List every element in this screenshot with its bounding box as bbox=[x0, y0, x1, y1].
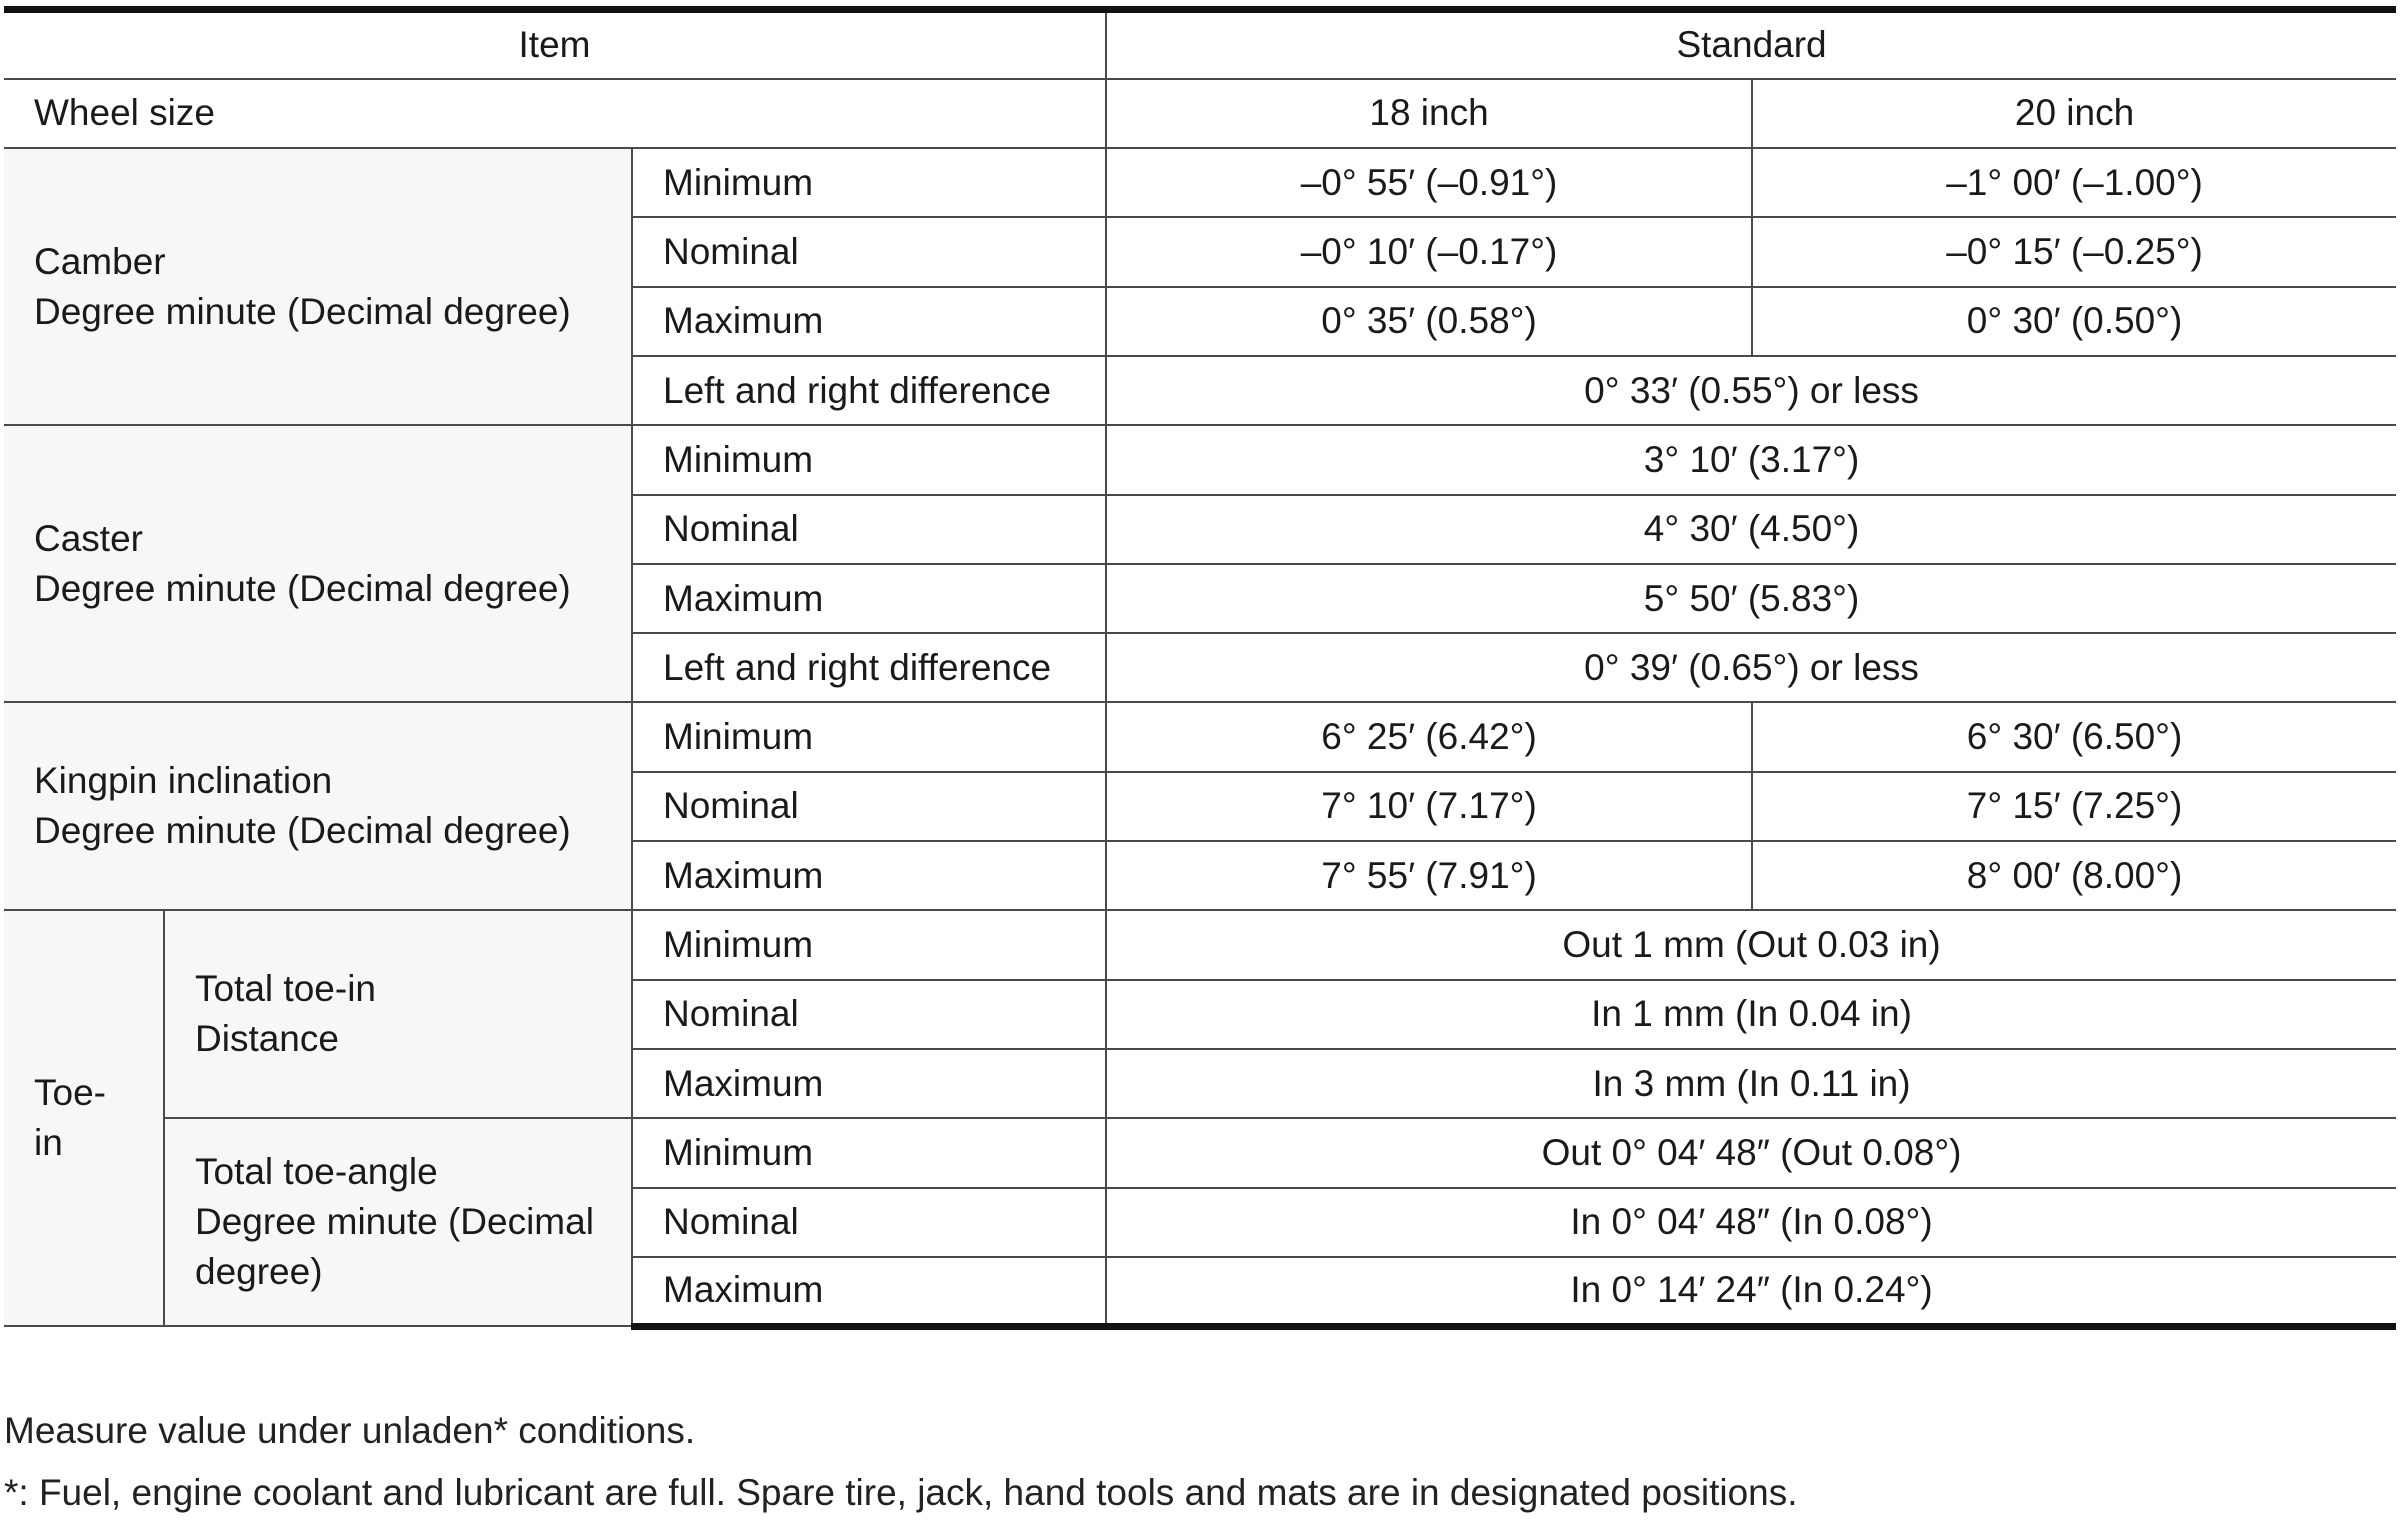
value-18: –0° 55′ (–0.91°) bbox=[1106, 148, 1752, 217]
row-label: Nominal bbox=[632, 772, 1106, 841]
wheel-alignment-table bbox=[4, 6, 2396, 1330]
value-20: –1° 00′ (–1.00°) bbox=[1752, 148, 2396, 217]
row-label: Maximum bbox=[632, 564, 1106, 633]
camber-unit: Degree minute (Decimal degree) bbox=[34, 290, 571, 332]
row-label: Maximum bbox=[632, 1049, 1106, 1118]
row-label: Maximum bbox=[632, 1257, 1106, 1326]
wheel-size-18: 18 inch bbox=[1106, 79, 1752, 148]
value-both: 0° 39′ (0.65°) or less bbox=[1106, 633, 2396, 702]
row-label: Minimum bbox=[632, 148, 1106, 217]
value-both: 0° 33′ (0.55°) or less bbox=[1106, 356, 2396, 425]
camber-group-label bbox=[4, 148, 632, 425]
value-both: 4° 30′ (4.50°) bbox=[1106, 495, 2396, 564]
row-label: Maximum bbox=[632, 841, 1106, 910]
camber-title: Camber bbox=[34, 240, 166, 282]
wheel-size-label: Wheel size bbox=[4, 79, 1106, 148]
row-label: Nominal bbox=[632, 980, 1106, 1049]
row-label: Minimum bbox=[632, 910, 1106, 979]
value-20: 8° 00′ (8.00°) bbox=[1752, 841, 2396, 910]
row-label: Minimum bbox=[632, 702, 1106, 771]
value-both: In 0° 14′ 24″ (In 0.24°) bbox=[1106, 1257, 2396, 1326]
table-row bbox=[4, 425, 2396, 494]
toe-angle-label bbox=[164, 1118, 632, 1326]
toe-angle-line2: Degree minute (Decimal bbox=[195, 1201, 594, 1243]
value-both: In 1 mm (In 0.04 in) bbox=[1106, 980, 2396, 1049]
kingpin-title: Kingpin inclination bbox=[34, 760, 333, 802]
wheel-size-20: 20 inch bbox=[1752, 79, 2396, 148]
value-18: 0° 35′ (0.58°) bbox=[1106, 287, 1752, 356]
toe-angle-line1: Total toe-angle bbox=[195, 1151, 438, 1193]
row-label: Left and right difference bbox=[632, 356, 1106, 425]
row-label: Minimum bbox=[632, 1118, 1106, 1187]
header-row bbox=[4, 10, 2396, 79]
value-20: –0° 15′ (–0.25°) bbox=[1752, 217, 2396, 286]
note-unladen: Measure value under unladen* conditions. bbox=[4, 1410, 696, 1451]
header-standard: Standard bbox=[1106, 10, 2396, 79]
wheel-size-row bbox=[4, 79, 2396, 148]
header-item: Item bbox=[4, 10, 1106, 79]
note-footnote: *: Fuel, engine coolant and lubricant are full. Spare tire, jack, hand tools and mats are in designated positions. bbox=[4, 1472, 1798, 1513]
toe-angle-line3: degree) bbox=[195, 1251, 323, 1293]
row-label: Nominal bbox=[632, 495, 1106, 564]
caster-title: Caster bbox=[34, 517, 143, 559]
row-label: Left and right difference bbox=[632, 633, 1106, 702]
caster-unit: Degree minute (Decimal degree) bbox=[34, 567, 571, 609]
row-label: Nominal bbox=[632, 1188, 1106, 1257]
table-row bbox=[4, 702, 2396, 771]
value-20: 7° 15′ (7.25°) bbox=[1752, 772, 2396, 841]
value-20: 0° 30′ (0.50°) bbox=[1752, 287, 2396, 356]
toe-in-group-label: Toe-in bbox=[4, 910, 164, 1326]
row-label: Nominal bbox=[632, 217, 1106, 286]
value-18: –0° 10′ (–0.17°) bbox=[1106, 217, 1752, 286]
toe-distance-line1: Total toe-in bbox=[195, 968, 376, 1010]
kingpin-unit: Degree minute (Decimal degree) bbox=[34, 810, 571, 852]
caster-group-label bbox=[4, 425, 632, 702]
value-20: 6° 30′ (6.50°) bbox=[1752, 702, 2396, 771]
toe-distance-label bbox=[164, 910, 632, 1118]
row-label: Minimum bbox=[632, 425, 1106, 494]
value-both: Out 0° 04′ 48″ (Out 0.08°) bbox=[1106, 1118, 2396, 1187]
value-both: In 3 mm (In 0.11 in) bbox=[1106, 1049, 2396, 1118]
value-18: 7° 55′ (7.91°) bbox=[1106, 841, 1752, 910]
value-18: 6° 25′ (6.42°) bbox=[1106, 702, 1752, 771]
table-row bbox=[4, 1118, 2396, 1187]
value-both: 3° 10′ (3.17°) bbox=[1106, 425, 2396, 494]
value-both: In 0° 04′ 48″ (In 0.08°) bbox=[1106, 1188, 2396, 1257]
toe-distance-line2: Distance bbox=[195, 1018, 339, 1060]
value-18: 7° 10′ (7.17°) bbox=[1106, 772, 1752, 841]
value-both: Out 1 mm (Out 0.03 in) bbox=[1106, 910, 2396, 979]
value-both: 5° 50′ (5.83°) bbox=[1106, 564, 2396, 633]
table-row bbox=[4, 910, 2396, 979]
kingpin-group-label bbox=[4, 702, 632, 910]
row-label: Maximum bbox=[632, 287, 1106, 356]
table-row bbox=[4, 148, 2396, 217]
